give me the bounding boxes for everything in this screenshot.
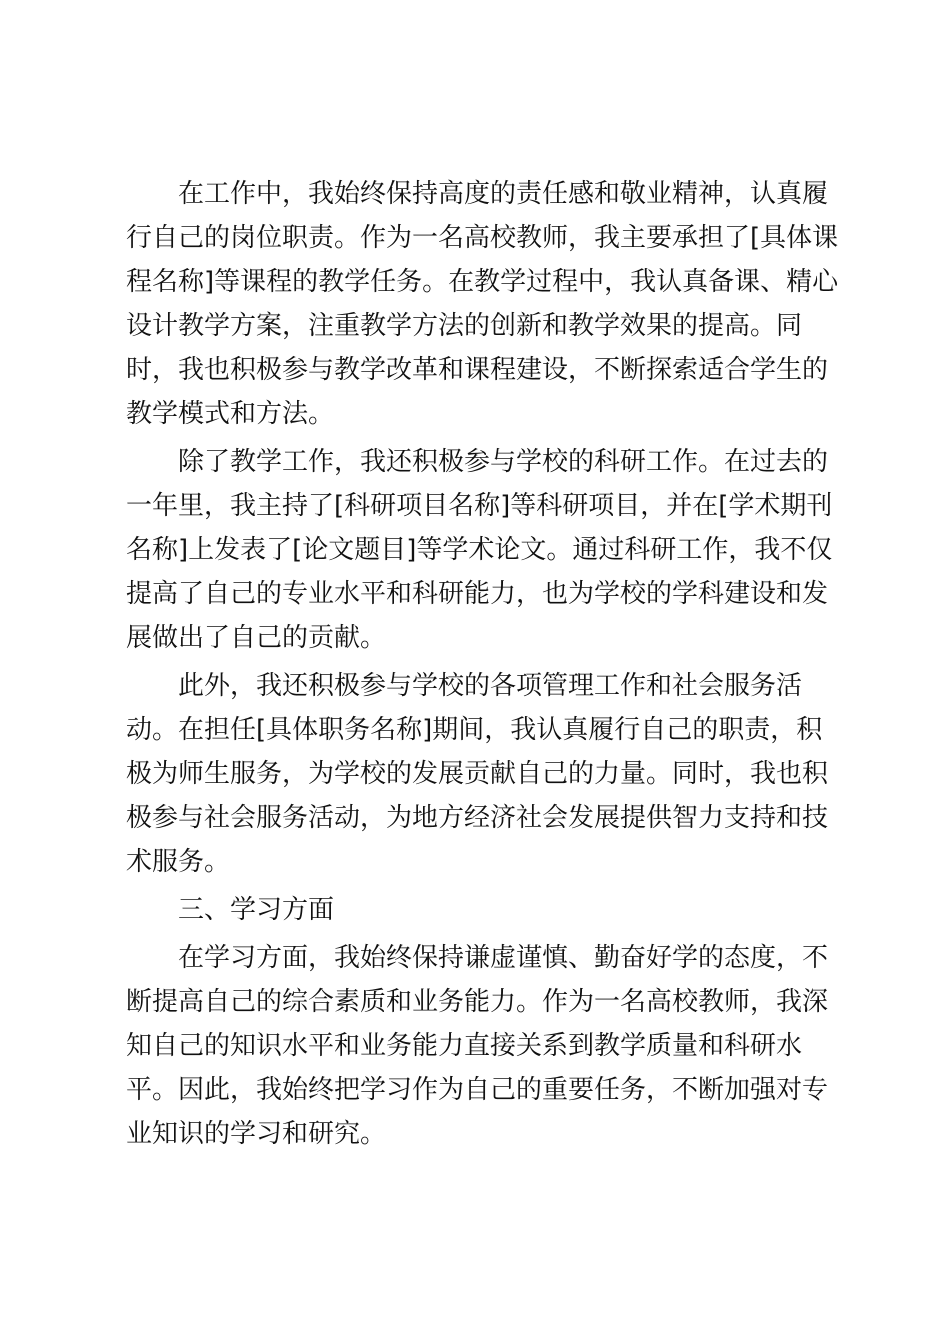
- paragraph-line: 业知识的学习和研究。: [126, 1119, 387, 1149]
- paragraph-line: 极参与社会服务活动，为地方经济社会发展提供智力支持和技: [126, 803, 829, 833]
- paragraph-line: 教学模式和方法。: [126, 399, 335, 429]
- paragraph-work-duties: [126, 172, 839, 436]
- paragraph-line: 知自己的知识水平和业务能力直接关系到教学质量和科研水: [126, 1031, 803, 1061]
- paragraph-line: 断提高自己的综合素质和业务能力。作为一名高校教师，我深: [126, 987, 829, 1017]
- paragraph-line: 时，我也积极参与教学改革和课程建设，不断探索适合学生的: [126, 355, 829, 385]
- paragraph-line: 展做出了自己的贡献。: [126, 623, 387, 653]
- paragraph-line: 除了教学工作，我还积极参与学校的科研工作。在过去的: [178, 447, 829, 477]
- document-body: [126, 172, 839, 1156]
- paragraph-line: 极为师生服务，为学校的发展贡献自己的力量。同时，我也积: [126, 759, 829, 789]
- paragraph-line: 一年里，我主持了[科研项目名称]等科研项目，并在[学术期刊: [126, 491, 833, 521]
- paragraph-line: 平。因此，我始终把学习作为自己的重要任务，不断加强对专: [126, 1075, 829, 1105]
- paragraph-line: 程名称]等课程的教学任务。在教学过程中，我认真备课、精心: [126, 267, 839, 297]
- paragraph-line: 术服务。: [126, 847, 231, 877]
- paragraph-research: [126, 440, 833, 660]
- paragraph-line: 在工作中，我始终保持高度的责任感和敬业精神，认真履: [178, 179, 829, 209]
- paragraph-line: 在学习方面，我始终保持谦虚谨慎、勤奋好学的态度，不: [178, 943, 829, 973]
- paragraph-line: 行自己的岗位职责。作为一名高校教师，我主要承担了[具体课: [126, 223, 839, 253]
- paragraph-learning: [126, 936, 828, 1156]
- paragraph-line: 此外，我还积极参与学校的各项管理工作和社会服务活: [178, 671, 803, 701]
- paragraph-service: [126, 664, 828, 884]
- paragraph-line: 动。在担任[具体职务名称]期间，我认真履行自己的职责，积: [126, 715, 823, 745]
- paragraph-line: 设计教学方案，注重教学方法的创新和教学效果的提高。同: [126, 311, 803, 341]
- section-heading: 三、学习方面: [178, 895, 335, 925]
- paragraph-line: 提高了自己的专业水平和科研能力，也为学校的学科建设和发: [126, 579, 829, 609]
- section-heading-learning: [126, 888, 828, 932]
- paragraph-line: 名称]上发表了[论文题目]等学术论文。通过科研工作，我不仅: [126, 535, 833, 565]
